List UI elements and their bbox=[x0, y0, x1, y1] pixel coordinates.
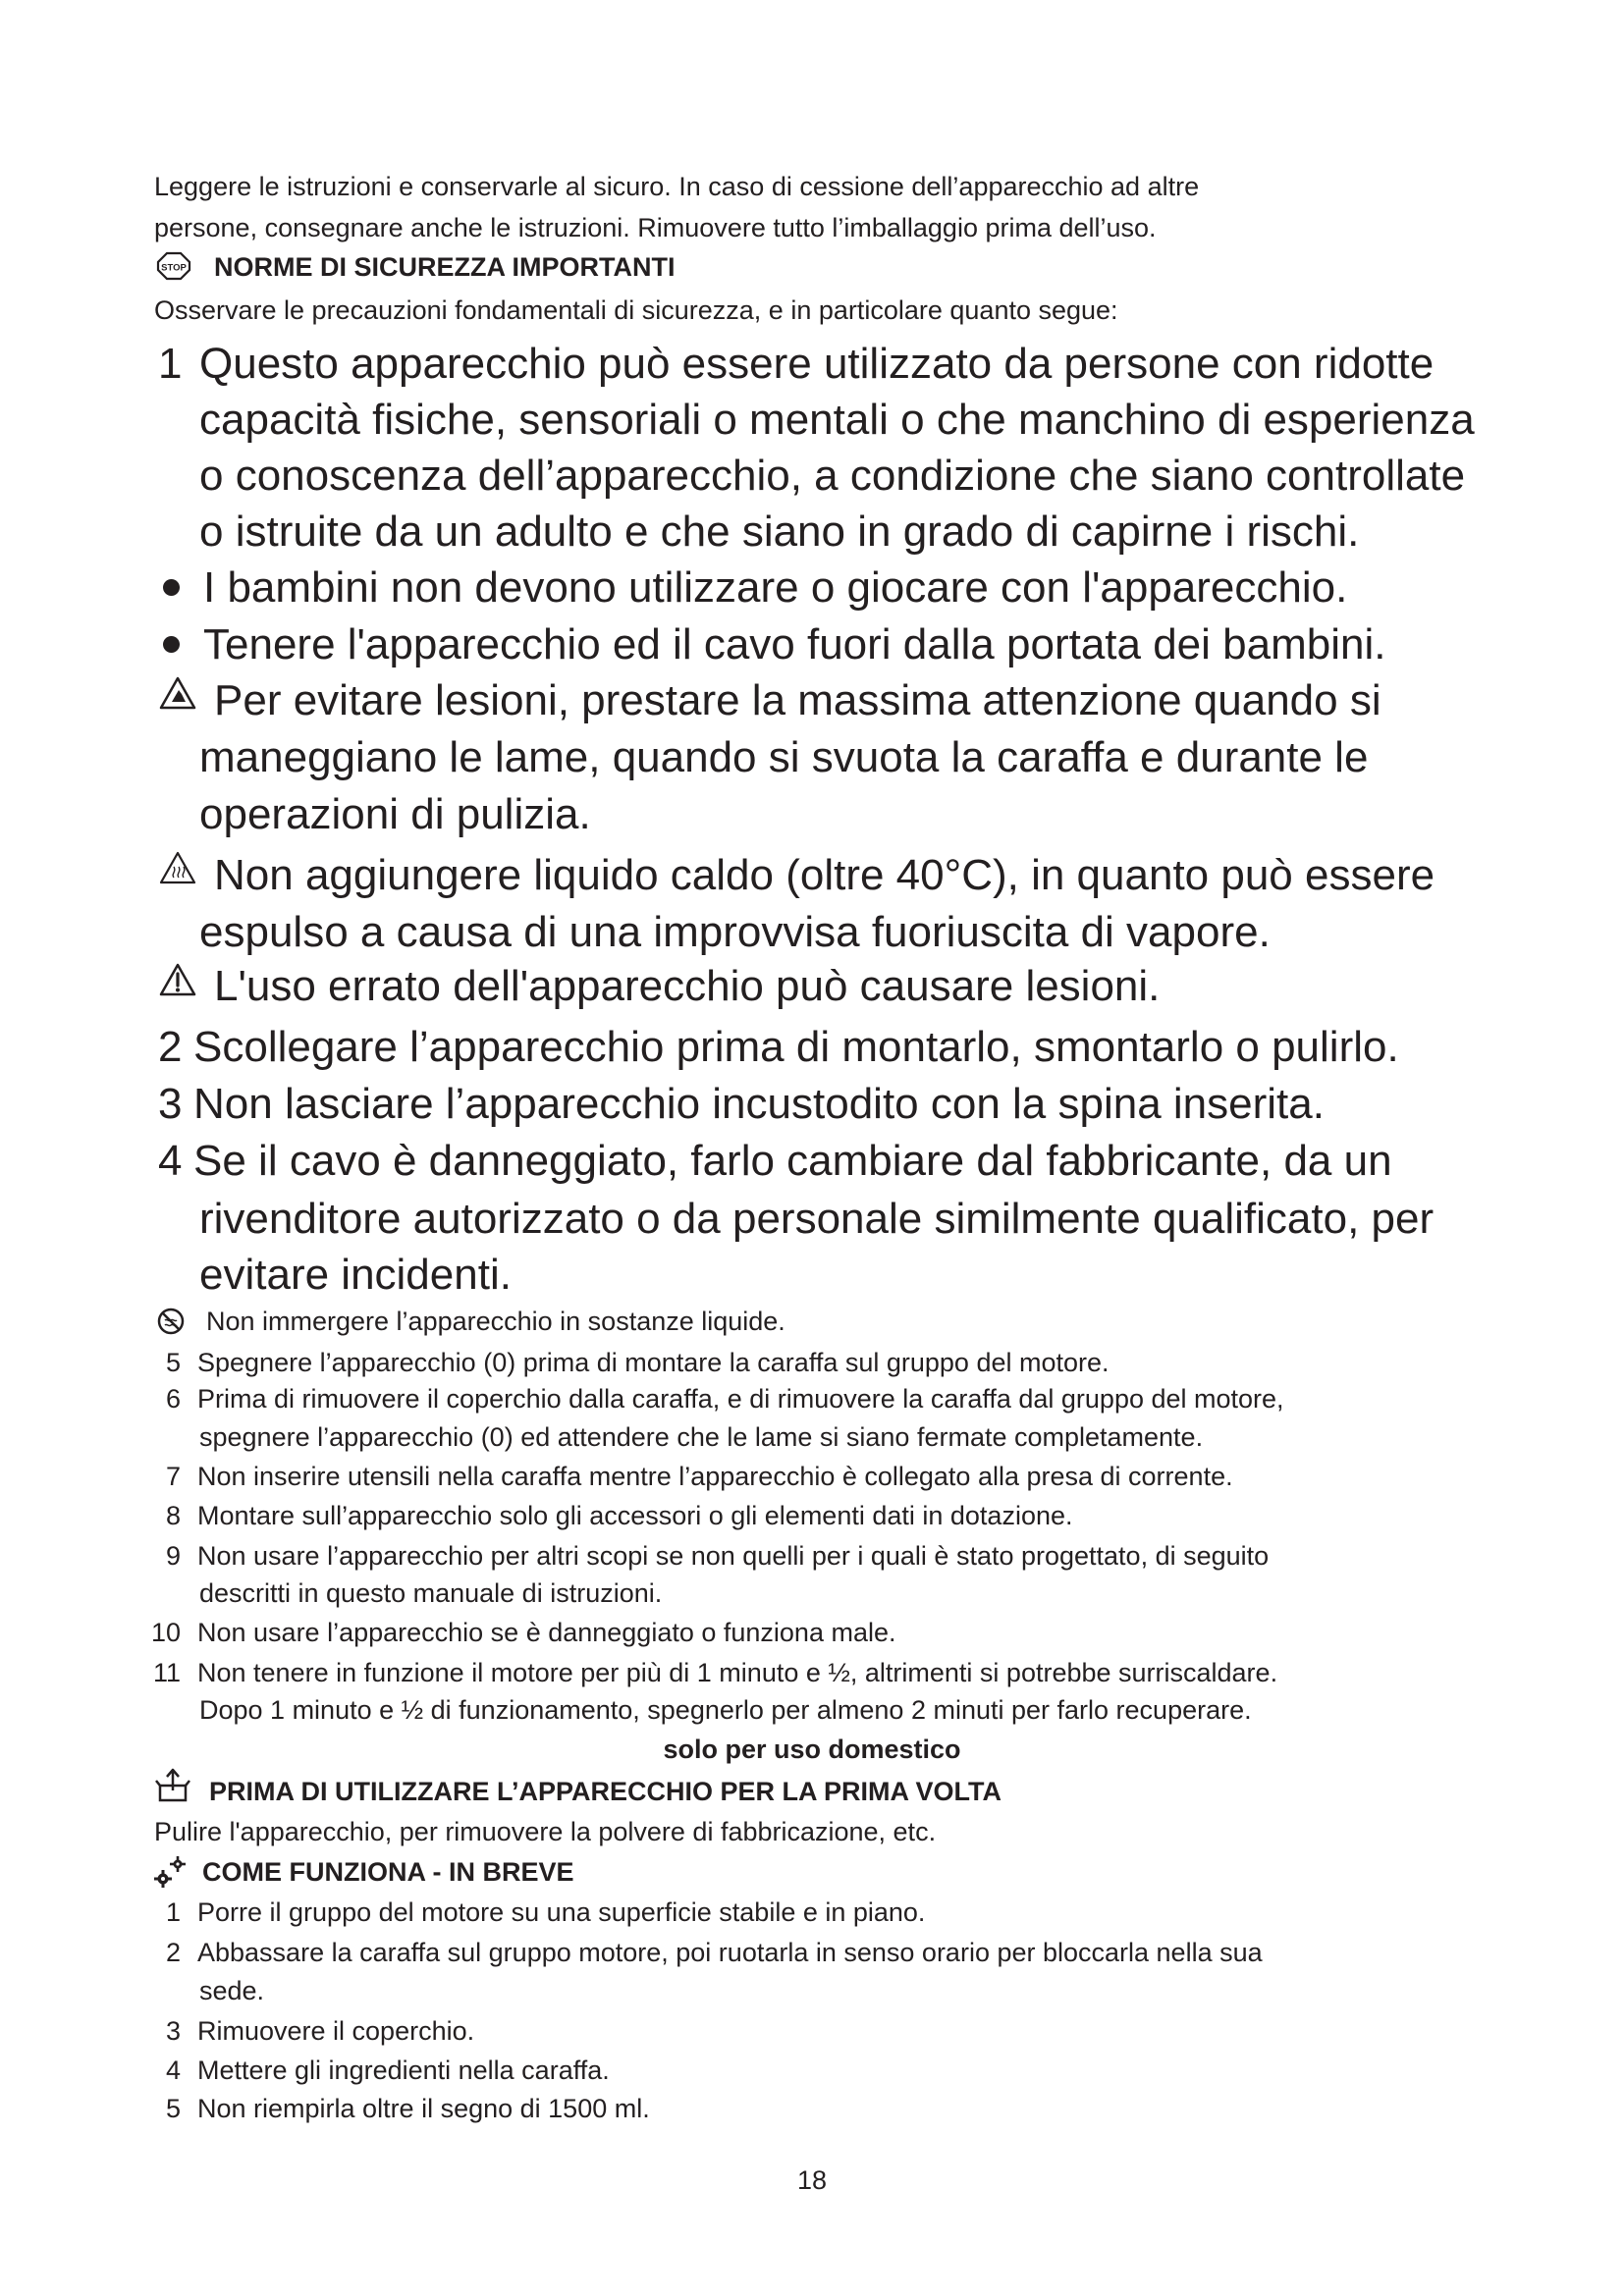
item-5-line: Spegnere l’apparecchio (0) prima di montare la caraffa sul gruppo del motore. bbox=[197, 1348, 1110, 1377]
warn-hot-line: espulso a causa di una improvvisa fuoriuscita di vapore. bbox=[199, 908, 1271, 956]
item-1-line: o istruite da un adulto e che siano in grado di capirne i rischi. bbox=[199, 507, 1360, 556]
bullet-dot bbox=[163, 636, 180, 653]
item-9-number: 9 bbox=[165, 1541, 181, 1571]
item-6-number: 6 bbox=[165, 1384, 181, 1414]
warn-blade-line: Per evitare lesioni, prestare la massima attenzione quando si bbox=[214, 676, 1381, 724]
how-heading: COME FUNZIONA - IN BREVE bbox=[202, 1857, 574, 1887]
warn-blade-line: operazioni di pulizia. bbox=[199, 790, 591, 838]
svg-text:STOP: STOP bbox=[161, 262, 187, 274]
item-11-number: 11 bbox=[152, 1658, 181, 1687]
item-1-number: 1 bbox=[158, 340, 183, 388]
domestic-use-note: solo per uso domestico bbox=[663, 1735, 961, 1764]
no-immerse-icon bbox=[156, 1307, 186, 1336]
step-1-number: 1 bbox=[165, 1897, 181, 1927]
first-use-text: Pulire l'apparecchio, per rimuovere la polvere di fabbricazione, etc. bbox=[154, 1817, 937, 1846]
step-2-line: Abbassare la caraffa sul gruppo motore, poi ruotarla in senso orario per bloccarla nella sua bbox=[197, 1938, 1263, 1967]
safety-subheading: Osservare le precauzioni fondamentali di sicurezza, e in particolare quanto segue: bbox=[154, 295, 1118, 325]
item-7-number: 7 bbox=[165, 1462, 181, 1491]
item-11-line: Dopo 1 minuto e ½ di funzionamento, spegnerlo per almeno 2 minuti per farlo recuperare. bbox=[199, 1695, 1252, 1725]
item-10-number: 10 bbox=[150, 1618, 181, 1647]
no-immerse-text: Non immergere l’apparecchio in sostanze liquide. bbox=[206, 1307, 785, 1336]
item-3-text: Non lasciare l’apparecchio incustodito con la spina inserita. bbox=[193, 1080, 1325, 1128]
item-1-line: capacità fisiche, sensoriali o mentali o che manchino di esperienza bbox=[199, 396, 1475, 444]
item-9-line: Non usare l’apparecchio per altri scopi se non quelli per i quali è stato progettato, di seguito bbox=[197, 1541, 1270, 1571]
intro-line-2: persone, consegnare anche le istruzioni. Rimuovere tutto l’imballaggio prima dell’uso. bbox=[154, 213, 1157, 242]
step-3-number: 3 bbox=[165, 2016, 181, 2046]
bullet-children-reach: Tenere l'apparecchio ed il cavo fuori dalla portata dei bambini. bbox=[203, 620, 1386, 668]
item-5-number: 5 bbox=[165, 1348, 181, 1377]
step-2-line: sede. bbox=[199, 1976, 265, 2005]
safety-heading: NORME DI SICUREZZA IMPORTANTI bbox=[214, 252, 676, 282]
item-8-line: Montare sull’apparecchio solo gli accessori o gli elementi dati in dotazione. bbox=[197, 1501, 1073, 1530]
intro-line-1: Leggere le istruzioni e conservarle al sicuro. In caso di cessione dell’apparecchio ad altre bbox=[154, 172, 1200, 201]
page-number: 18 bbox=[796, 2165, 828, 2195]
item-7-line: Non inserire utensili nella caraffa mentre l’apparecchio è collegato alla presa di corrente. bbox=[197, 1462, 1233, 1491]
item-2-number: 2 bbox=[158, 1023, 183, 1071]
item-9-line: descritti in questo manuale di istruzioni. bbox=[199, 1578, 663, 1608]
item-1-line: o conoscenza dell’apparecchio, a condizione che siano controllate bbox=[199, 452, 1466, 500]
item-11-line: Non tenere in funzione il motore per più di 1 minuto e ½, altrimenti si potrebbe surriscaldare. bbox=[197, 1658, 1278, 1687]
item-6-line: spegnere l’apparecchio (0) ed attendere che le lame si siano fermate completamente. bbox=[199, 1422, 1204, 1452]
gears-icon bbox=[152, 1852, 189, 1890]
stop-icon bbox=[156, 251, 191, 281]
item-8-number: 8 bbox=[165, 1501, 181, 1530]
step-5-line: Non riempirla oltre il segno di 1500 ml. bbox=[197, 2094, 650, 2123]
first-use-heading: PRIMA DI UTILIZZARE L’APPARECCHIO PER LA PRIMA VOLTA bbox=[209, 1777, 1001, 1806]
bullet-dot bbox=[163, 579, 180, 596]
hot-warning-icon bbox=[158, 850, 197, 885]
item-4-line: evitare incidenti. bbox=[199, 1251, 512, 1299]
bullet-children-use: I bambini non devono utilizzare o giocare con l'apparecchio. bbox=[203, 563, 1348, 612]
step-1-line: Porre il gruppo del motore su una superficie stabile e in piano. bbox=[197, 1897, 926, 1927]
item-10-line: Non usare l’apparecchio se è danneggiato o funziona male. bbox=[197, 1618, 896, 1647]
item-4-line: Se il cavo è danneggiato, farlo cambiare dal fabbricante, da un bbox=[193, 1137, 1392, 1185]
step-3-line: Rimuovere il coperchio. bbox=[197, 2016, 475, 2046]
box-unpack-icon bbox=[154, 1766, 191, 1803]
step-4-line: Mettere gli ingredienti nella caraffa. bbox=[197, 2056, 610, 2085]
item-2-text: Scollegare l’apparecchio prima di montarlo, smontarlo o pulirlo. bbox=[193, 1023, 1399, 1071]
step-5-number: 5 bbox=[165, 2094, 181, 2123]
step-2-number: 2 bbox=[165, 1938, 181, 1967]
blade-warning-icon bbox=[158, 675, 197, 711]
general-warning-icon bbox=[158, 962, 197, 997]
item-3-number: 3 bbox=[158, 1080, 183, 1128]
item-4-line: rivenditore autorizzato o da personale similmente qualificato, per bbox=[199, 1195, 1435, 1243]
warn-hot-line: Non aggiungere liquido caldo (oltre 40°C), in quanto può essere bbox=[214, 851, 1435, 899]
warn-blade-line: maneggiano le lame, quando si svuota la caraffa e durante le bbox=[199, 733, 1369, 781]
warn-misuse: L'uso errato dell'apparecchio può causare lesioni. bbox=[214, 962, 1161, 1010]
step-4-number: 4 bbox=[165, 2056, 181, 2085]
item-4-number: 4 bbox=[158, 1137, 183, 1185]
item-1-line: Questo apparecchio può essere utilizzato da persone con ridotte bbox=[199, 340, 1435, 388]
item-6-line: Prima di rimuovere il coperchio dalla caraffa, e di rimuovere la caraffa dal gruppo del motore, bbox=[197, 1384, 1284, 1414]
